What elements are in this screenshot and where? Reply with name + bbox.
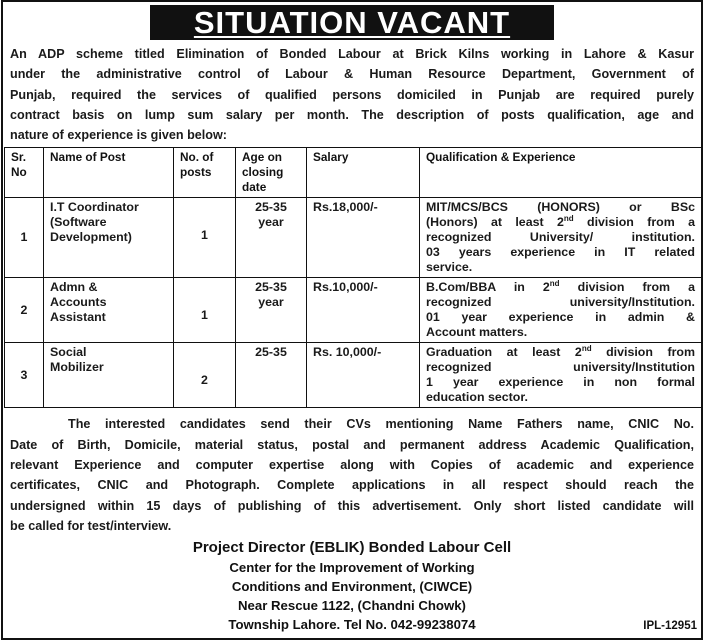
age-line: year	[258, 215, 284, 230]
qualification-line: MIT/MCS/BCS (HONORS) or BSc	[426, 200, 695, 215]
post-name-line: Social	[50, 345, 87, 360]
qualification-line: B.Com/BBA in 2nd division from a	[426, 279, 695, 295]
intro-line: An ADP scheme titled Elimination of Bonded Labour at Brick Kilns working in Lahore & Kasur	[10, 47, 694, 61]
sr-no-cell: 3	[5, 343, 44, 408]
post-name-cell	[44, 198, 174, 278]
instructions-line: The interested candidates send their CVs mentioning Name Fathers name, CNIC No.	[68, 417, 694, 432]
header-age: Age on closing date	[236, 148, 307, 198]
posts-table	[4, 147, 702, 408]
header-name-of-post: Name of Post	[44, 148, 174, 198]
qualification-line: recognized university/Institution.	[426, 295, 695, 310]
instructions-line: certificates, CNIC and Photograph. Complete applications in all respect should reach the	[10, 478, 694, 493]
post-name-line: (Software	[50, 215, 107, 230]
instructions-line: Date of Birth, Domicile, material status, postal and permanent address Academic Qualification,	[10, 437, 694, 452]
salary-cell: Rs.10,000/-	[307, 278, 420, 343]
contact-title: Project Director (EBLIK) Bonded Labour Cell	[192, 539, 512, 557]
address-line: Center for the Improvement of Working	[229, 560, 475, 576]
contact-address	[3, 538, 701, 634]
table-header-row	[5, 148, 702, 198]
instructions-line: relevant Experience and computer expertise along with Copies of academic and experience	[10, 458, 694, 473]
header-qualification: Qualification & Experience	[420, 148, 702, 198]
post-name-line: Admn &	[50, 280, 98, 295]
age-line: 25-35	[255, 345, 287, 360]
ad-border	[1, 0, 703, 640]
age-line: year	[258, 295, 284, 310]
intro-line: contract basis on lump sum salary per month. The description of posts qualification, age and	[10, 107, 694, 122]
age-line: 25-35	[255, 200, 287, 215]
posts-cell: 1	[174, 198, 236, 278]
table-row	[5, 343, 702, 408]
post-name-line: Mobilizer	[50, 360, 104, 375]
age-cell	[236, 343, 307, 408]
header-sr-no: Sr. No	[5, 148, 44, 198]
qualification-line: 01 year experience in admin &	[426, 310, 695, 325]
header-salary: Salary	[307, 148, 420, 198]
qualification-line: service.	[426, 260, 473, 275]
table-row	[5, 198, 702, 278]
post-name-cell	[44, 343, 174, 408]
post-name-line: Assistant	[50, 310, 106, 325]
sr-no-cell: 2	[5, 278, 44, 343]
address-line: Conditions and Environment, (CIWCE)	[231, 579, 473, 595]
qualification-line: recognized University/ institution.	[426, 230, 695, 245]
qualification-cell	[420, 278, 702, 343]
age-cell	[236, 198, 307, 278]
intro-paragraph	[10, 44, 694, 145]
intro-line: Punjab, required the services of qualified persons domiciled in Punjab are required purely	[10, 87, 694, 102]
qualification-line: Graduation at least 2nd division from	[426, 344, 695, 360]
qualification-line: recognized university/Institution	[426, 360, 695, 375]
header-no-of-posts: No. of posts	[174, 148, 236, 198]
post-name-line: Development)	[50, 230, 132, 245]
intro-line: nature of experience is given below:	[10, 128, 227, 143]
post-name-line: Accounts	[50, 295, 107, 310]
qualification-line: 03 years experience in IT related	[426, 245, 695, 260]
posts-cell: 1	[174, 278, 236, 343]
sr-no-cell: 1	[5, 198, 44, 278]
address-line: Near Rescue 1122, (Chandni Chowk)	[238, 598, 466, 614]
ad-reference-code: IPL-12951	[643, 620, 697, 633]
post-name-line: I.T Coordinator	[50, 200, 139, 215]
qualification-cell	[420, 343, 702, 408]
age-cell	[236, 278, 307, 343]
address-line: Township Lahore. Tel No. 042-99238074	[228, 617, 476, 633]
qualification-line: 1 year experience in non formal	[426, 375, 695, 390]
ad-title: SITUATION VACANT	[150, 5, 554, 40]
qualification-line: (Honors) at least 2nd division from a	[426, 214, 695, 230]
intro-line: under the administrative control of Labour & Human Resource Department, Government of	[10, 67, 694, 82]
salary-cell: Rs.18,000/-	[307, 198, 420, 278]
instructions-line: be called for test/interview.	[10, 518, 172, 533]
qualification-line: education sector.	[426, 390, 528, 405]
instructions-line: undersigned within 15 days of publishing of this advertisement. Only short listed candidate will	[10, 498, 694, 513]
qualification-cell	[420, 198, 702, 278]
qualification-line: Account matters.	[426, 325, 528, 340]
salary-cell: Rs. 10,000/-	[307, 343, 420, 408]
table-row	[5, 278, 702, 343]
posts-cell: 2	[174, 343, 236, 408]
post-name-cell	[44, 278, 174, 343]
age-line: 25-35	[255, 280, 287, 295]
instructions-paragraph	[10, 414, 694, 536]
